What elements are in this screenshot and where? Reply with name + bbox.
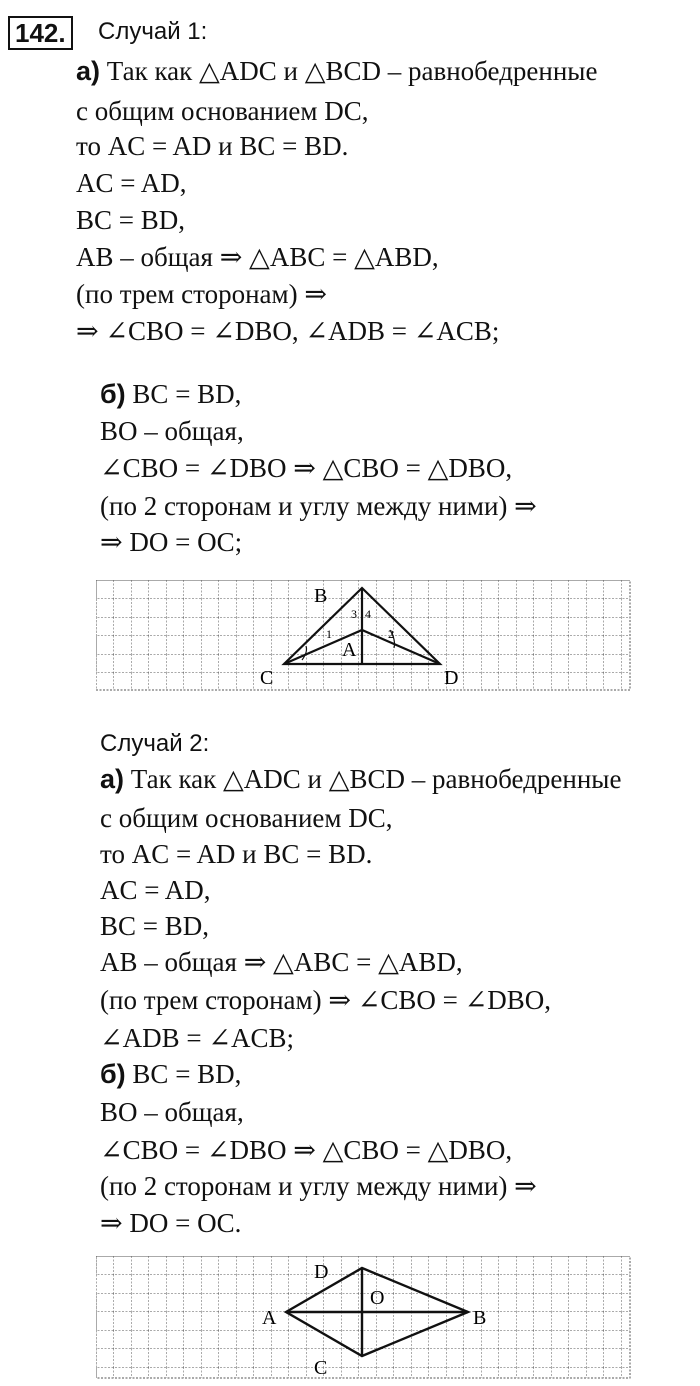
case1-a-line-8: ⇒ ∠CBO = ∠DBO, ∠ADB = ∠ACB;: [76, 316, 500, 346]
case2-a-text-1: Так как △ADC и △BCD – равнобедренные: [130, 764, 622, 794]
fig1-label-a: A: [342, 639, 357, 661]
fig2-label-b: B: [473, 1307, 487, 1329]
case1-figure: [96, 580, 632, 692]
case1-a-line-6: AB – общая ⇒ △ABC = △ABD,: [76, 242, 439, 272]
fig1-label-b: B: [314, 585, 328, 607]
case1-a-line-3: то AC = AD и BC = BD.: [76, 131, 349, 161]
case2-title: Случай 2:: [100, 730, 210, 757]
fig2-label-c: C: [314, 1357, 328, 1379]
case1-a-label: а): [76, 56, 101, 86]
fig1-label-c: C: [260, 667, 274, 689]
case2-a-line-7: (по трем сторонам) ⇒ ∠CBO = ∠DBO,: [100, 985, 551, 1015]
case2-b-line-3: ∠CBO = ∠DBO ⇒ △CBO = △DBO,: [100, 1135, 513, 1165]
case1-a-line-1: [76, 55, 597, 87]
case1-b-text-1: BC = BD,: [132, 379, 242, 409]
case1-a-line-2: с общим основанием DC,: [76, 96, 369, 126]
fig2-label-d: D: [314, 1261, 329, 1283]
case1-b-line-5: ⇒ DO = OC;: [100, 527, 243, 557]
case2-b-line-5: ⇒ DO = OC.: [100, 1208, 242, 1238]
case2-b-line-2: BO – общая,: [100, 1097, 244, 1127]
case2-a-line-2: с общим основанием DC,: [100, 803, 393, 833]
case2-b-text-1: BC = BD,: [132, 1059, 242, 1089]
case2-a-line-6: AB – общая ⇒ △ABC = △ABD,: [100, 947, 463, 977]
case1-a-line-7: (по трем сторонам) ⇒: [76, 279, 327, 309]
case2-figure: [96, 1256, 632, 1380]
case1-b-line-3: ∠CBO = ∠DBO ⇒ △CBO = △DBO,: [100, 453, 513, 483]
case1-title: Случай 1:: [98, 18, 208, 45]
case2-a-line-3: то AC = AD и BC = BD.: [100, 839, 373, 869]
fig1-label-d: D: [444, 667, 459, 689]
case1-b-label: б): [100, 379, 126, 409]
case1-a-line-5: BC = BD,: [76, 205, 186, 235]
case2-a-line-1: [100, 763, 621, 795]
fig1-angle-3: 3: [351, 607, 357, 621]
fig1-angle-4: 4: [365, 607, 371, 621]
case1-a-line-4: AC = AD,: [76, 168, 187, 198]
case2-b-line-4: (по 2 сторонам и углу между ними) ⇒: [100, 1171, 537, 1201]
fig1-angle-1: 1: [326, 627, 332, 641]
case2-a-line-4: AC = AD,: [100, 875, 211, 905]
case1-b-line-2: BO – общая,: [100, 416, 244, 446]
case1-b-line-4: (по 2 сторонам и углу между ними) ⇒: [100, 491, 537, 521]
case2-a-label: а): [100, 764, 125, 794]
case2-a-line-5: BC = BD,: [100, 911, 210, 941]
fig1-angle-2: 2: [388, 627, 394, 641]
fig2-label-o: O: [370, 1287, 385, 1309]
case2-b-line-1: [100, 1058, 241, 1090]
case1-b-line-1: [100, 378, 241, 410]
fig2-label-a: A: [262, 1307, 277, 1329]
case1-a-text-1: Так как △ADC и △BCD – равнобедренные: [106, 56, 598, 86]
problem-number: 142.: [8, 16, 73, 50]
case2-b-label: б): [100, 1059, 126, 1089]
case2-a-line-8: ∠ADB = ∠ACB;: [100, 1023, 294, 1053]
